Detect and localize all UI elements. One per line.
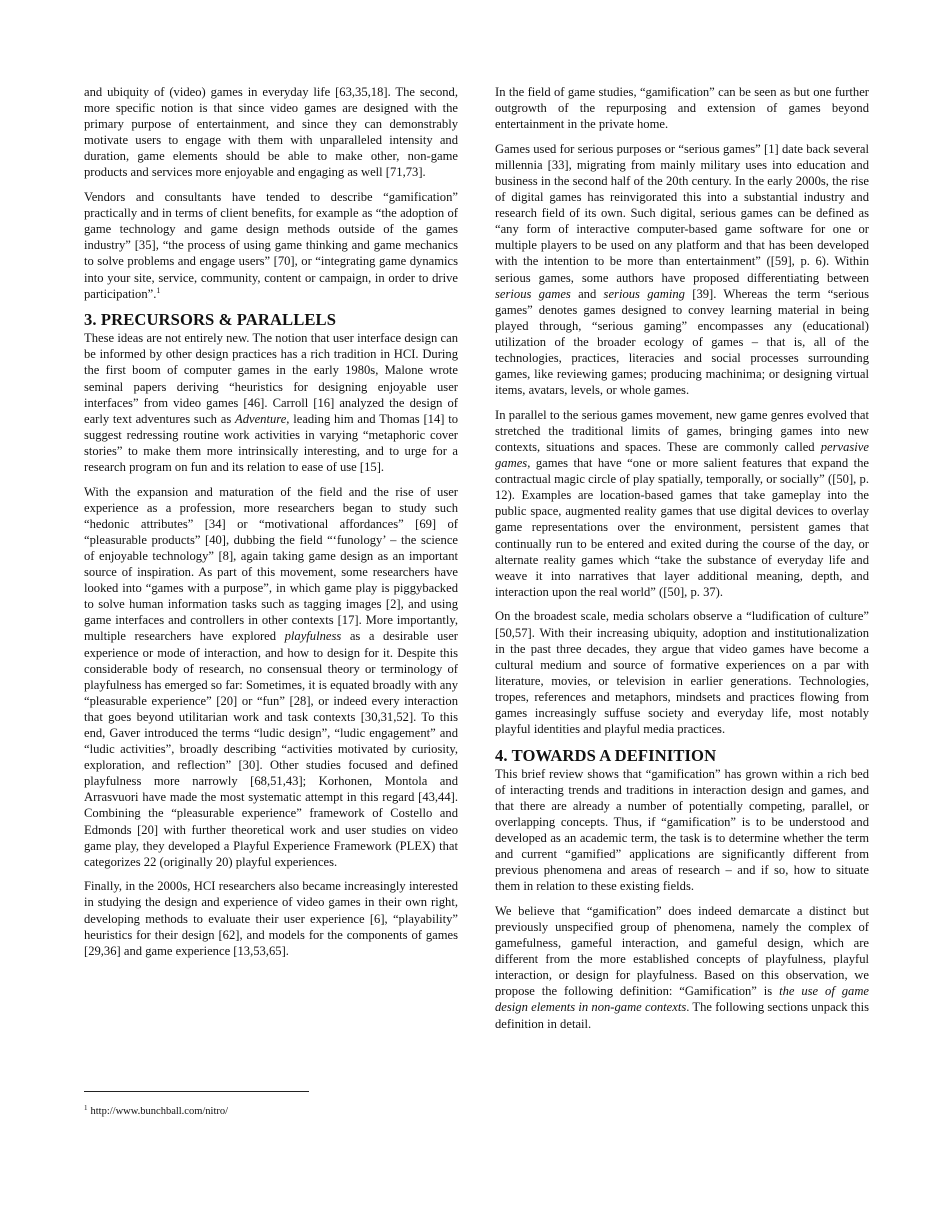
emphasis: serious games <box>495 286 571 301</box>
right-column <box>495 84 869 1040</box>
paragraph: In the field of game studies, “gamification” can be seen as but one further outgrowth of the repurposing and extension of games beyond entertainment in the private home. <box>495 85 869 132</box>
footnote-divider <box>84 1091 309 1092</box>
footnote-marker: 1 <box>84 1103 88 1112</box>
paragraph: Games used for serious purposes or “serious games” [1] date back several millennia [33], migrating from mainly military uses into education and business in the second half of the 20th century. In the early 2000s, the rise of digital games has reinvigorated this into a substantial industry and research field of its own. Such digital, serious games can be defined as “any form of interactive computer-based game software for one or multiple players to be used on any platform and that has been developed with the intention to be more than entertainment” ([59], p. 6). Within serious games, some authors have proposed differentiating between serious games and serious gaming [39]. Whereas the term “serious games” denotes games designed to convey learning material in being played through, “serious gaming” encompasses any (educational) utilization of the broader ecology of games – that is, all of the technologies, practices, literacies and social processes surrounding games, like reviewing games; producing machinima; or designing virtual items, avatars, levels, or whole games. <box>495 141 869 398</box>
paragraph: This brief review shows that “gamification” has grown within a rich bed of interacting trends and traditions in interaction design and games, and that there are already a number of potentially competing, parallel, or overlapping concepts. Thus, if “gamification” is to be understood and developed as an academic term, the task is to determine whether the term and current “gamified” applications are significantly different from previous phenomena and areas of research – and if so, how to situate them in relation to these existing fields. <box>495 766 869 894</box>
paragraph: In parallel to the serious games movement, new game genres evolved that stretched the traditional limits of games, bringing games into new contexts, situations and spaces. These are commonly called pervasive games, games that have “one or more salient features that expand the contractual magic circle of play spatially, temporally, or socially” ([50], p. 12). Examples are location-based games that take gameplay into the public space, augmented reality games that use digital devices to overlay game representations over the environment, persistent games that continually run to be entered and exited during the course of the day, or alternate reality games which “take the substance of everyday life and weave it into narratives that layer additional meaning, depth, and interaction upon the real world” ([50], p. 37). <box>495 407 869 599</box>
emphasis: the use of game design elements in non-game contexts <box>495 984 869 1015</box>
paragraph: Finally, in the 2000s, HCI researchers also became increasingly interested in studying the design and experience of video games in their own right, developing methods to evaluate their user experience [6], “playability” heuristics for their design [62], and models for the components of games [29,36] and game experience [13,53,65]. <box>84 879 458 958</box>
paragraph: Vendors and consultants have tended to describe “gamification” practically and in terms of client benefits, for example as “the adoption of game technology and game design methods outside of the games industry” [35], “the process of using game thinking and game mechanics to solve problems and engage users” [70], or “integrating game dynamics into your site, service, community, content or campaign, in order to drive participation”.$^1$ <box>84 190 458 301</box>
paragraph: With the expansion and maturation of the field and the rise of user experience as a profession, more researchers began to study such “hedonic attributes” [34] or “motivational affordances” [69] of “pleasurable products” [40], dubbing the field “‘funology’ – the science of enjoyable technology” [8], again taking game design as an important source of inspiration. As part of this movement, some researchers have looked into “games with a purpose”, in which game play is piggybacked to solve human information tasks such as tagging images [2], and using game interfaces and controllers in other contexts [17]. More importantly, multiple researchers have explored playfulness as a desirable user experience or mode of interaction, and how to design for it. Despite this considerable body of research, no consensual theory or terminology of playfulness has emerged so far: Sometimes, it is equated broadly with any “pleasurable experience” [20] or “fun” [28], or indeed every interaction that goes beyond utilitarian work and task contexts [30,31,52]. To this end, Gaver introduced the terms “ludic design”, “ludic engagement” and “ludic activities”, broadly describing “activities motivated by curiosity, exploration, and reflection” [30]. Other studies focused and defined playfulness more narrowly [68,51,43]; Korhonen, Montola and Arrasvuori have made the most systematic attempt in this regard [43,44]. Combining the “pleasurable experience” framework of Costello and Edmonds [20] with further theoretical work and user studies on video game play, they developed a Playful Experience Framework (PLEX) that categorizes 22 (originally 20) playful experiences. <box>84 484 458 869</box>
section-heading-precursors: 3. PRECURSORS & PARALLELS <box>84 310 337 330</box>
paragraph: We believe that “gamification” does indeed demarcate a distinct but previously unspecified group of phenomena, namely the complex of gamefulness, gameful interaction, and gameful design, which are different from the more established concepts of playfulness, playful interaction, or design for playfulness. Based on this observation, we propose the following definition: “Gamification” is the use of game design elements in non-game contexts. The following sections unpack this definition in detail. <box>495 903 869 1031</box>
paragraph: and ubiquity of (video) games in everyday life [63,35,18]. The second, more specific notion is that since video games are designed with the primary purpose of entertainment, and since they can demonstrably motivate users to engage with them with unparalleled intensity and duration, game elements should be able to make other, non-game products and services more enjoyable and engaging as well [71,73]. <box>84 85 458 180</box>
footnote <box>84 1105 228 1118</box>
section-heading-definition: 4. TOWARDS A DEFINITION <box>495 745 717 765</box>
emphasis: playfulness <box>284 629 342 644</box>
emphasis: serious gaming <box>603 286 685 301</box>
emphasis: pervasive games <box>495 439 869 471</box>
footnote-reference: 1 <box>156 285 161 295</box>
paragraph: On the broadest scale, media scholars observe a “ludification of culture” [50,57]. With their increasing ubiquity, adoption and institutionalization in the past three decades, they argue that video games have become a cultural medium and source of formative experiences on a par with literature, movies, or television in earlier generations. Technologies, tropes, references and metaphors, mindsets and practices flowing from games increasingly suffuse society and everyday life, most notably playful identities and playful media practices. <box>495 609 869 737</box>
footnote-url: http://www.bunchball.com/nitro/ <box>90 1106 229 1117</box>
paragraph: These ideas are not entirely new. The notion that user interface design can be informed by other design practices has a rich tradition in HCI. During the first boom of computer games in the early 1980s, Malone wrote seminal papers deriving “heuristics for designing enjoyable user interfaces” from video games [46]. Carroll [16] analyzed the design of early text adventures such as Adventure, leading him and Thomas [14] to suggest redressing routine work activities in varying “metaphoric cover stories” to make them more intrinsically interesting, and to urge for a research program on fun and its relation to ease of use [15]. <box>84 331 458 474</box>
emphasis: Adventure <box>235 411 287 426</box>
left-column <box>84 84 458 967</box>
